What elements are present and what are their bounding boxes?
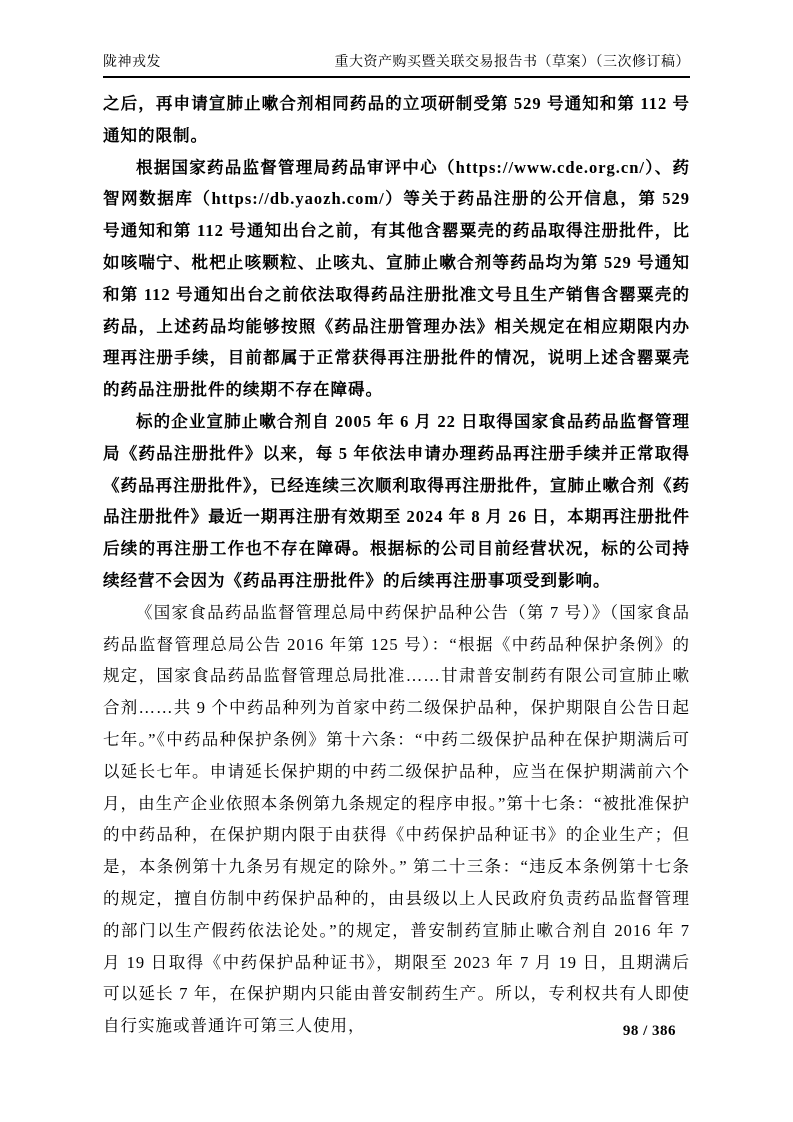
page-number: 98 / 386 [622,1023,676,1039]
body-paragraph-1: 之后，再申请宣肺止嗽合剂相同药品的立项研制受第 529 号通知和第 112 号通知的限制。 [103,94,690,145]
body-paragraph-3: 标的企业宣肺止嗽合剂自 2005 年 6 月 22 日取得国家食品药品监督管理局《药品注册批件》以来，每 5 年依法申请办理药品再注册手续并正常取得《药品再注册批件》，已经连续三次顺利取得再注册批件，宣肺止嗽合剂《药品注册批件》最近一期再注册有效期至 2024 年 8 月 26 日，本期再注册批件后续的再注册工作也不存在障碍。根据标的公司目前经营状况，标的公司持续经营不会因为《药品再注册批件》的后续再注册事项受到影响。 [103,411,690,590]
header-report-title: 重大资产购买暨关联交易报告书（草案）（三次修订稿） [334,55,690,70]
document-body [103,88,690,1042]
header-company-name: 陇神戎发 [103,55,161,70]
body-paragraph-2: 根据国家药品监督管理局药品审评中心（https://www.cde.org.cn/）、药智网数据库（https://db.yaozh.com/）等关于药品注册的公开信息，第 529 号通知和第 112 号通知出台之前，有其他含罂粟壳的药品取得注册批件，比如咳喘宁、枇杷止咳颗粒、止咳丸、宣肺止嗽合剂等药品均为第 529 号通知和第 112 号通知出台之前依法取得药品注册批准文号且生产销售含罂粟壳的药品，上述药品均能够按照《药品注册管理办法》相关规定在相应期限内办理再注册手续，目前都属于正常获得再注册批件的情况，说明上述含罂粟壳的药品注册批件的续期不存在障碍。 [103,157,690,400]
body-paragraph-4: 《国家食品药品监督管理总局中药保护品种公告（第 7 号）》（国家食品药品监督管理总局公告 2016 年第 125 号）：“根据《中药品种保护条例》的规定，国家食品药品监督管理总局批准……甘肃普安制药有限公司宣肺止嗽合剂……共 9 个中药品种列为首家中药二级保护品种，保护期限自公告日起七年。”《中药品种保护条例》第十六条：“中药二级保护品种在保护期满后可以延长七年。申请延长保护期的中药二级保护品种，应当在保护期满前六个月，由生产企业依照本条例第九条规定的程序申报。”第十七条：“被批准保护的中药品种，在保护期内限于由获得《中药保护品种证书》的企业生产；但是，本条例第十九条另有规定的除外。” 第二十三条：“违反本条例第十七条的规定，擅自仿制中药保护品种的，由县级以上人民政府负责药品监督管理的部门以生产假药依法论处。”的规定，普安制药宣肺止嗽合剂自 2016 年 7 月 19 日取得《中药保护品种证书》，期限至 2023 年 7 月 19 日，且期满后可以延长 7 年，在保护期内只能由普安制药生产。所以，专利权共有人即使自行实施或普通许可第三人使用， [103,602,690,1036]
page-header [103,54,690,78]
page-footer [103,1022,690,1040]
